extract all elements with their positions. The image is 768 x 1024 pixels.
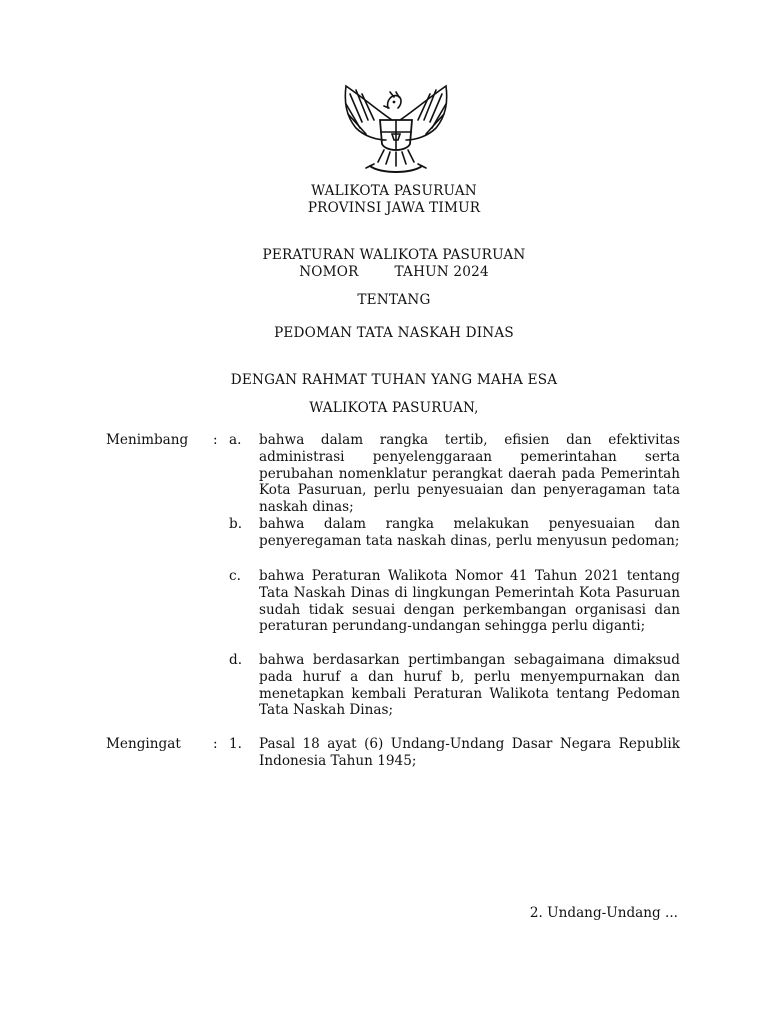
mengingat-section	[106, 736, 680, 776]
item-marker: a.	[229, 432, 242, 448]
garuda-emblem-icon	[336, 82, 456, 180]
authority: WALIKOTA PASURUAN,	[309, 400, 479, 416]
item-text: bahwa dalam rangka tertib, efisien dan efektivitas administrasi penyelenggaraan pemerintahan serta perubahan nomenklatur perangkat daerah pada Pemerintah Kota Pasuruan, perlu penyesuaian dan penyeragaman tata naskah dinas;	[259, 432, 680, 516]
nomor-label: NOMOR	[299, 264, 359, 280]
regulation-number	[0, 264, 768, 280]
about-label: TENTANG	[357, 292, 431, 308]
province-name: PROVINSI JAWA TIMUR	[307, 200, 481, 216]
item-marker: b.	[229, 516, 243, 532]
item-text: bahwa Peraturan Walikota Nomor 41 Tahun 2021 tentang Tata Naskah Dinas di lingkungan Pemerintah Kota Pasuruan sudah tidak sesuai dengan perkembangan organisasi dan peraturan perundang-undangan sehingga perlu diganti;	[259, 568, 680, 635]
mengingat-colon: :	[213, 736, 218, 752]
preamble: DENGAN RAHMAT TUHAN YANG MAHA ESA	[230, 372, 558, 388]
year-label: TAHUN 2024	[394, 264, 489, 280]
menimbang-colon: :	[213, 432, 218, 448]
page-continuation: 2. Undang-Undang ...	[529, 905, 678, 921]
item-text: bahwa dalam rangka melakukan penyesuaian dan penyeregaman tata naskah dinas, perlu menyusun pedoman;	[259, 516, 680, 549]
item-marker: d.	[229, 652, 243, 668]
mengingat-label: Mengingat	[106, 736, 181, 752]
institution-name: WALIKOTA PASURUAN	[311, 183, 477, 199]
item-marker: c.	[229, 568, 241, 584]
item-text: bahwa berdasarkan pertimbangan sebagaimana dimaksud pada huruf a dan huruf b, perlu menyempurnakan dan menetapkan kembali Peraturan Walikota tentang Pedoman Tata Naskah Dinas;	[259, 652, 680, 719]
regulation-title: PERATURAN WALIKOTA PASURUAN	[262, 247, 526, 263]
regulation-subject: PEDOMAN TATA NASKAH DINAS	[274, 325, 514, 341]
item-marker: 1.	[229, 736, 242, 752]
menimbang-label: Menimbang	[106, 432, 189, 448]
menimbang-section	[106, 432, 680, 722]
item-text: Pasal 18 ayat (6) Undang-Undang Dasar Negara Republik Indonesia Tahun 1945;	[259, 736, 680, 769]
